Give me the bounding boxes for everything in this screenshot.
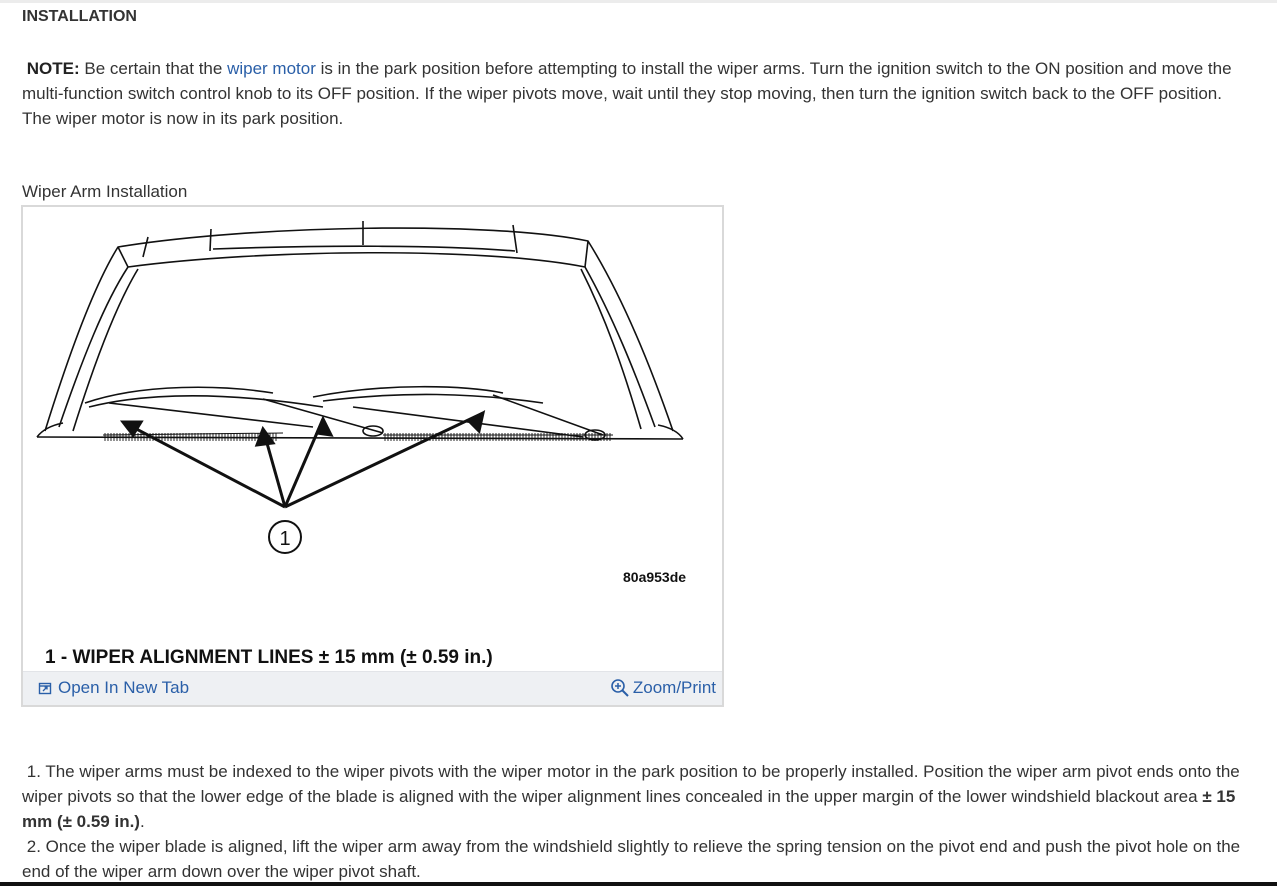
zoom-print-link[interactable] (610, 678, 716, 698)
step-2 (22, 834, 1262, 884)
step-1 (22, 759, 1262, 834)
step-1-number: 1. (26, 762, 41, 781)
legend-number: 1 (45, 647, 56, 668)
figure-box (21, 205, 724, 707)
note-paragraph (22, 56, 1254, 131)
legend-dash: - (60, 647, 68, 668)
step-1-text: The wiper arms must be indexed to the wiper pivots with the wiper motor in the park position to be properly installed. Position the wiper arm pivot ends onto the wiper pivots so that the lower edge of the blade is aligned with the wiper alignment lines concealed in the upper margin of the lower windshield blackout area (22, 762, 1240, 806)
figure-legend (45, 647, 493, 669)
open-in-new-tab-link[interactable] (38, 678, 189, 698)
note-label: NOTE: (26, 59, 80, 78)
section-heading: INSTALLATION (22, 8, 137, 25)
zoom-print-label: Zoom/Print (632, 678, 716, 697)
figure-caption: Wiper Arm Installation (22, 182, 188, 201)
wiper-motor-link[interactable]: wiper motor (227, 59, 316, 78)
figure-image-code: 80a953de (623, 569, 687, 585)
figure-toolbar (23, 671, 722, 705)
zoom-in-icon (610, 678, 630, 698)
step-2-text: Once the wiper blade is aligned, lift the wiper arm away from the windshield slightly to relieve the spring tension on the pivot end and push the pivot hole on the end of the wiper arm down over the wiper pivot shaft. (22, 837, 1241, 881)
legend-label: WIPER ALIGNMENT LINES ± 15 mm (± 0.59 in.) (72, 647, 493, 668)
top-rule (0, 0, 1277, 3)
installation-steps (22, 759, 1262, 884)
callout-number: 1 (279, 528, 291, 550)
step-1-end: . (139, 812, 145, 831)
note-text-before: Be certain that the (84, 59, 223, 78)
open-in-new-tab-label: Open In New Tab (58, 678, 190, 697)
step-2-number: 2. (26, 837, 41, 856)
step-1-tolerance: ± 15 mm (± 0.59 in.) (22, 787, 1236, 831)
bottom-rule (0, 882, 1277, 886)
note-text-after: is in the park position before attempting to install the wiper arms. Turn the ignition switch to the ON position and move the multi-function switch control knob to its OFF position. If the wiper pivots move, wait until they stop moving, then turn the ignition switch back to the OFF position. The wiper motor is now in its park position. (22, 59, 1232, 128)
windshield-diagram (23, 207, 722, 627)
open-new-tab-icon (38, 681, 53, 696)
